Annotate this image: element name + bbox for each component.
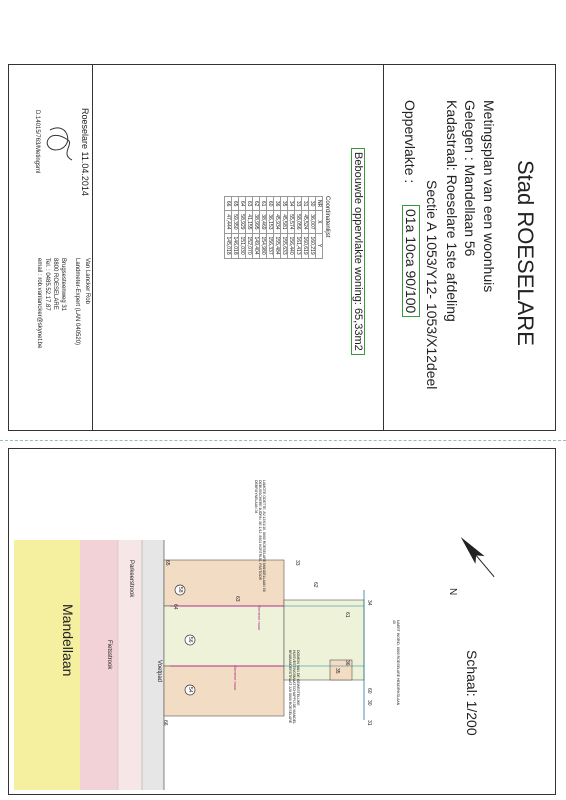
survey-point-label: 34 [366,600,372,606]
house-number-58: 58 [177,587,183,593]
coord-header-x: X [316,211,323,233]
north-label: N [447,588,458,596]
surveyor-email: email : rob.vanlancker@skynet.be [36,258,42,349]
place-date: Roeselare 11.04.2014 [80,108,90,196]
coord-cell-x: 55,574 [288,211,295,233]
parcel-mid [164,606,284,666]
coord-cell-y: 146,018 [232,233,239,258]
coord-cell-y: 155,484 [274,233,281,258]
survey-point-label: 64 [172,604,178,610]
coord-cell-nr: 60 [267,197,274,211]
coord-cell-nr: 66 [225,197,232,211]
coord-cell-nr: 65 [232,197,239,211]
footpath-label: Voetpad [156,660,162,683]
coord-table-title: Coordinatenlijst [324,196,330,238]
coord-cell-x: 58,929 [239,211,246,233]
coord-cell-x: 38,995 [253,211,260,233]
street-name: Mandellaan [60,604,76,677]
surveyor-street: Brugsesteenweg 31 [60,258,66,312]
coord-cell-y: 154,980 [260,233,267,258]
coord-cell-y: 145,018 [225,233,232,258]
owner-top-note: NAERT INGRID, 8800 ROESELARE HENDRIKSLAAN 40 [392,620,400,706]
coord-cell-x: 36,153 [267,211,274,233]
coord-cell-nr: 63 [246,197,253,211]
survey-point-label: 60 [366,688,372,694]
bike-path-band [80,540,120,790]
scale-label: Schaal: 1/200 [464,650,480,736]
parcel-left [164,560,284,606]
survey-point-label: 63 [234,596,240,602]
plan-title: Metingsplan van een woonhuis [481,100,497,293]
coord-cell-x: 41,155 [246,211,253,233]
coord-cell-y: 160,219 [309,233,316,258]
coord-cell-nr: 64 [239,197,246,211]
coord-cell-x: 36,007 [309,211,316,233]
document-code: D.14015/763/Metingsml [34,110,40,174]
coord-cell-x: 59,350 [232,211,239,233]
owner-mid-note: DOMEIN VAN DE GEWESTELIJKE HUISVESTINGSMAATSCHAPPIJ DE MANDEL BRABANDERSTRAAT 228 8800 ROESELARE [288,650,300,724]
coord-cell-y: 156,337 [267,233,274,258]
city-title: Stad ROESELARE [513,160,538,346]
wall-label-2: Gemene muur [233,665,238,691]
coord-cell-y: 152,070 [246,233,253,258]
survey-point-label: 65 [164,560,170,566]
coord-cell-nr: 35 [281,197,288,211]
surveyor-title: Landmeter-Expert (LAN 040520) [74,258,80,346]
location-line: Gelegen : Mandellaan 56 [462,100,478,257]
coord-cell-y: 156,440 [288,233,295,258]
coord-cell-nr: 61 [260,197,267,211]
wall-label-1: Gemene muur [257,605,262,631]
parcel-right [164,666,284,716]
coord-cell-y: 149,404 [253,233,260,258]
owner-left-note: LAMOTE ODETTE, AV.12/01/10, 8800 ROESELARE MANDELLAAN 58 DEBUSSCHERE BJÖRN, 8E.1/12, 8501 KORTRIJK, PASTOOR DEBRUYNELAAN 34 [254,480,266,592]
survey-point-label: 33 [294,560,300,566]
coord-cell-x: 45,934 [274,211,281,233]
house-number-56: 56 [187,637,193,643]
bikepath-label: Fietsstrook [106,640,112,670]
coord-cell-y: 160,619 [302,233,309,258]
survey-point-label: 66 [162,720,168,726]
coord-cell-y: 155,633 [281,233,288,258]
coord-cell-nr: 30 [309,197,316,211]
survey-point-label: 31 [366,720,372,726]
coord-header-y: Y [316,233,323,258]
area-label: Oppervlakte : [402,100,418,184]
surveyor-tel: Tel. : 0485.52.17.87 [44,258,50,311]
survey-point-label: 62 [312,582,318,588]
coord-cell-x: 38,469 [260,211,267,233]
coord-cell-nr: 31 [302,197,309,211]
area-value: 01a 10ca 90/100 [402,205,420,317]
north-arrow-icon [456,533,499,581]
coord-cell-x: 47,444 [225,211,232,233]
coord-cell-x: 45,524 [302,211,309,233]
survey-point-label: 61 [344,612,350,618]
parking-label: Parkeerstrook [128,560,134,598]
house-number-54: 54 [187,687,193,693]
cadastre-line: Kadastraal: Roeselare 1ste afdeling [444,100,460,322]
survey-point-label: 30 [366,700,372,706]
surveyor-name: Van Lancker Rob [84,258,90,304]
section-line: Sectie A 1053/Y12- 1053/X12deel [424,180,440,390]
built-area-label: Bebouwde oppervlakte woning: 65,33m2 [351,148,365,355]
coord-cell-nr: 62 [253,197,260,211]
coord-header-nr: NR [316,197,323,211]
coord-cell-y: 161,413 [295,233,302,258]
coord-cell-nr: 36 [274,197,281,211]
survey-point-label: 35 [334,668,340,674]
survey-point-label: 36 [344,660,350,666]
coord-cell-x: 45,581 [281,211,288,233]
coord-cell-x: 58,056 [295,211,302,233]
coord-cell-nr: 34 [288,197,295,211]
coord-cell-y: 151,030 [239,233,246,258]
surveyor-city: 8800 ROESELARE [52,258,58,310]
coord-cell-nr: 33 [295,197,302,211]
